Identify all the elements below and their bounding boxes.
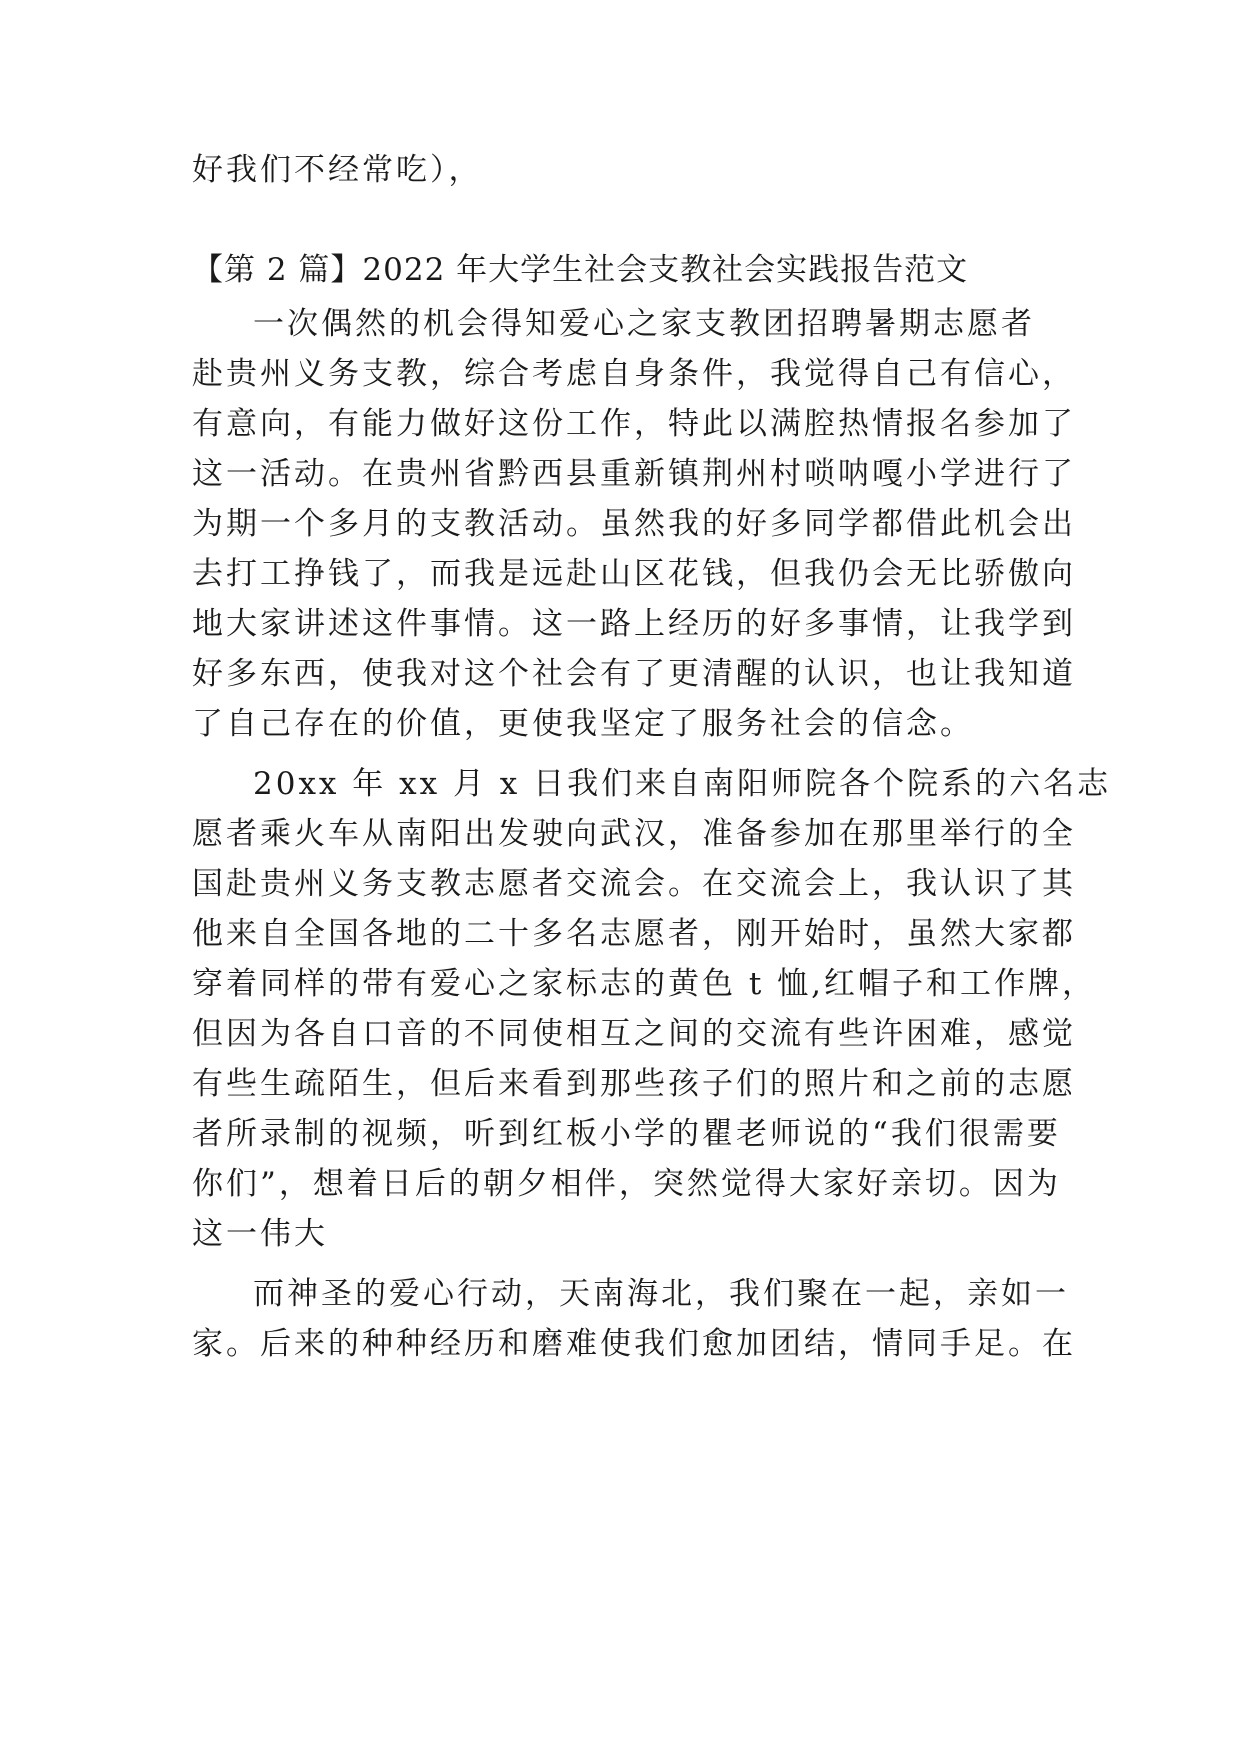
paragraph-line: 家。后来的种种经历和磨难使我们愈加团结，情同手足。在 bbox=[192, 1326, 1076, 1362]
paragraph-line: 而神圣的爱心行动，天南海北，我们聚在一起，亲如一 bbox=[253, 1276, 1069, 1312]
paragraph-line: 20xx 年 xx 月 x 日我们来自南阳师院各个院系的六名志 bbox=[253, 766, 1112, 802]
paragraph-line: 但因为各自口音的不同使相互之间的交流有些许困难，感觉 bbox=[192, 1016, 1076, 1052]
paragraph-line: 者所录制的视频，听到红板小学的瞿老师说的“我们很需要 bbox=[192, 1116, 1061, 1152]
paragraph-line: 有意向，有能力做好这份工作，特此以满腔热情报名参加了 bbox=[192, 406, 1076, 442]
carryover-line: 好我们不经常吃）， bbox=[192, 152, 483, 188]
section-heading: 【第 2 篇】2022 年大学生社会支教社会实践报告范文 bbox=[192, 252, 969, 288]
paragraph-line: 为期一个多月的支教活动。虽然我的好多同学都借此机会出 bbox=[192, 506, 1076, 542]
paragraph-line: 赴贵州义务支教，综合考虑自身条件，我觉得自己有信心， bbox=[192, 356, 1076, 392]
paragraph-line: 去打工挣钱了，而我是远赴山区花钱，但我仍会无比骄傲向 bbox=[192, 556, 1076, 592]
paragraph-line: 你们”，想着日后的朝夕相伴，突然觉得大家好亲切。因为 bbox=[192, 1166, 1061, 1202]
paragraph-line: 国赴贵州义务支教志愿者交流会。在交流会上，我认识了其 bbox=[192, 866, 1076, 902]
paragraph-line: 愿者乘火车从南阳出发驶向武汉，准备参加在那里举行的全 bbox=[192, 816, 1076, 852]
paragraph-line: 他来自全国各地的二十多名志愿者，刚开始时，虽然大家都 bbox=[192, 916, 1076, 952]
paragraph-line: 好多东西，使我对这个社会有了更清醒的认识，也让我知道 bbox=[192, 656, 1076, 692]
paragraph-line: 了自己存在的价值，更使我坚定了服务社会的信念。 bbox=[192, 706, 974, 742]
paragraph-line: 有些生疏陌生，但后来看到那些孩子们的照片和之前的志愿 bbox=[192, 1066, 1076, 1102]
paragraph-line: 地大家讲述这件事情。这一路上经历的好多事情，让我学到 bbox=[192, 606, 1076, 642]
paragraph-line: 这一活动。在贵州省黔西县重新镇荆州村唢呐嘎小学进行了 bbox=[192, 456, 1076, 492]
paragraph-line: 这一伟大 bbox=[192, 1216, 328, 1252]
paragraph-line: 一次偶然的机会得知爱心之家支教团招聘暑期志愿者 bbox=[253, 306, 1035, 342]
paragraph-line: 穿着同样的带有爱心之家标志的黄色 t 恤,红帽子和工作牌， bbox=[192, 966, 1097, 1002]
